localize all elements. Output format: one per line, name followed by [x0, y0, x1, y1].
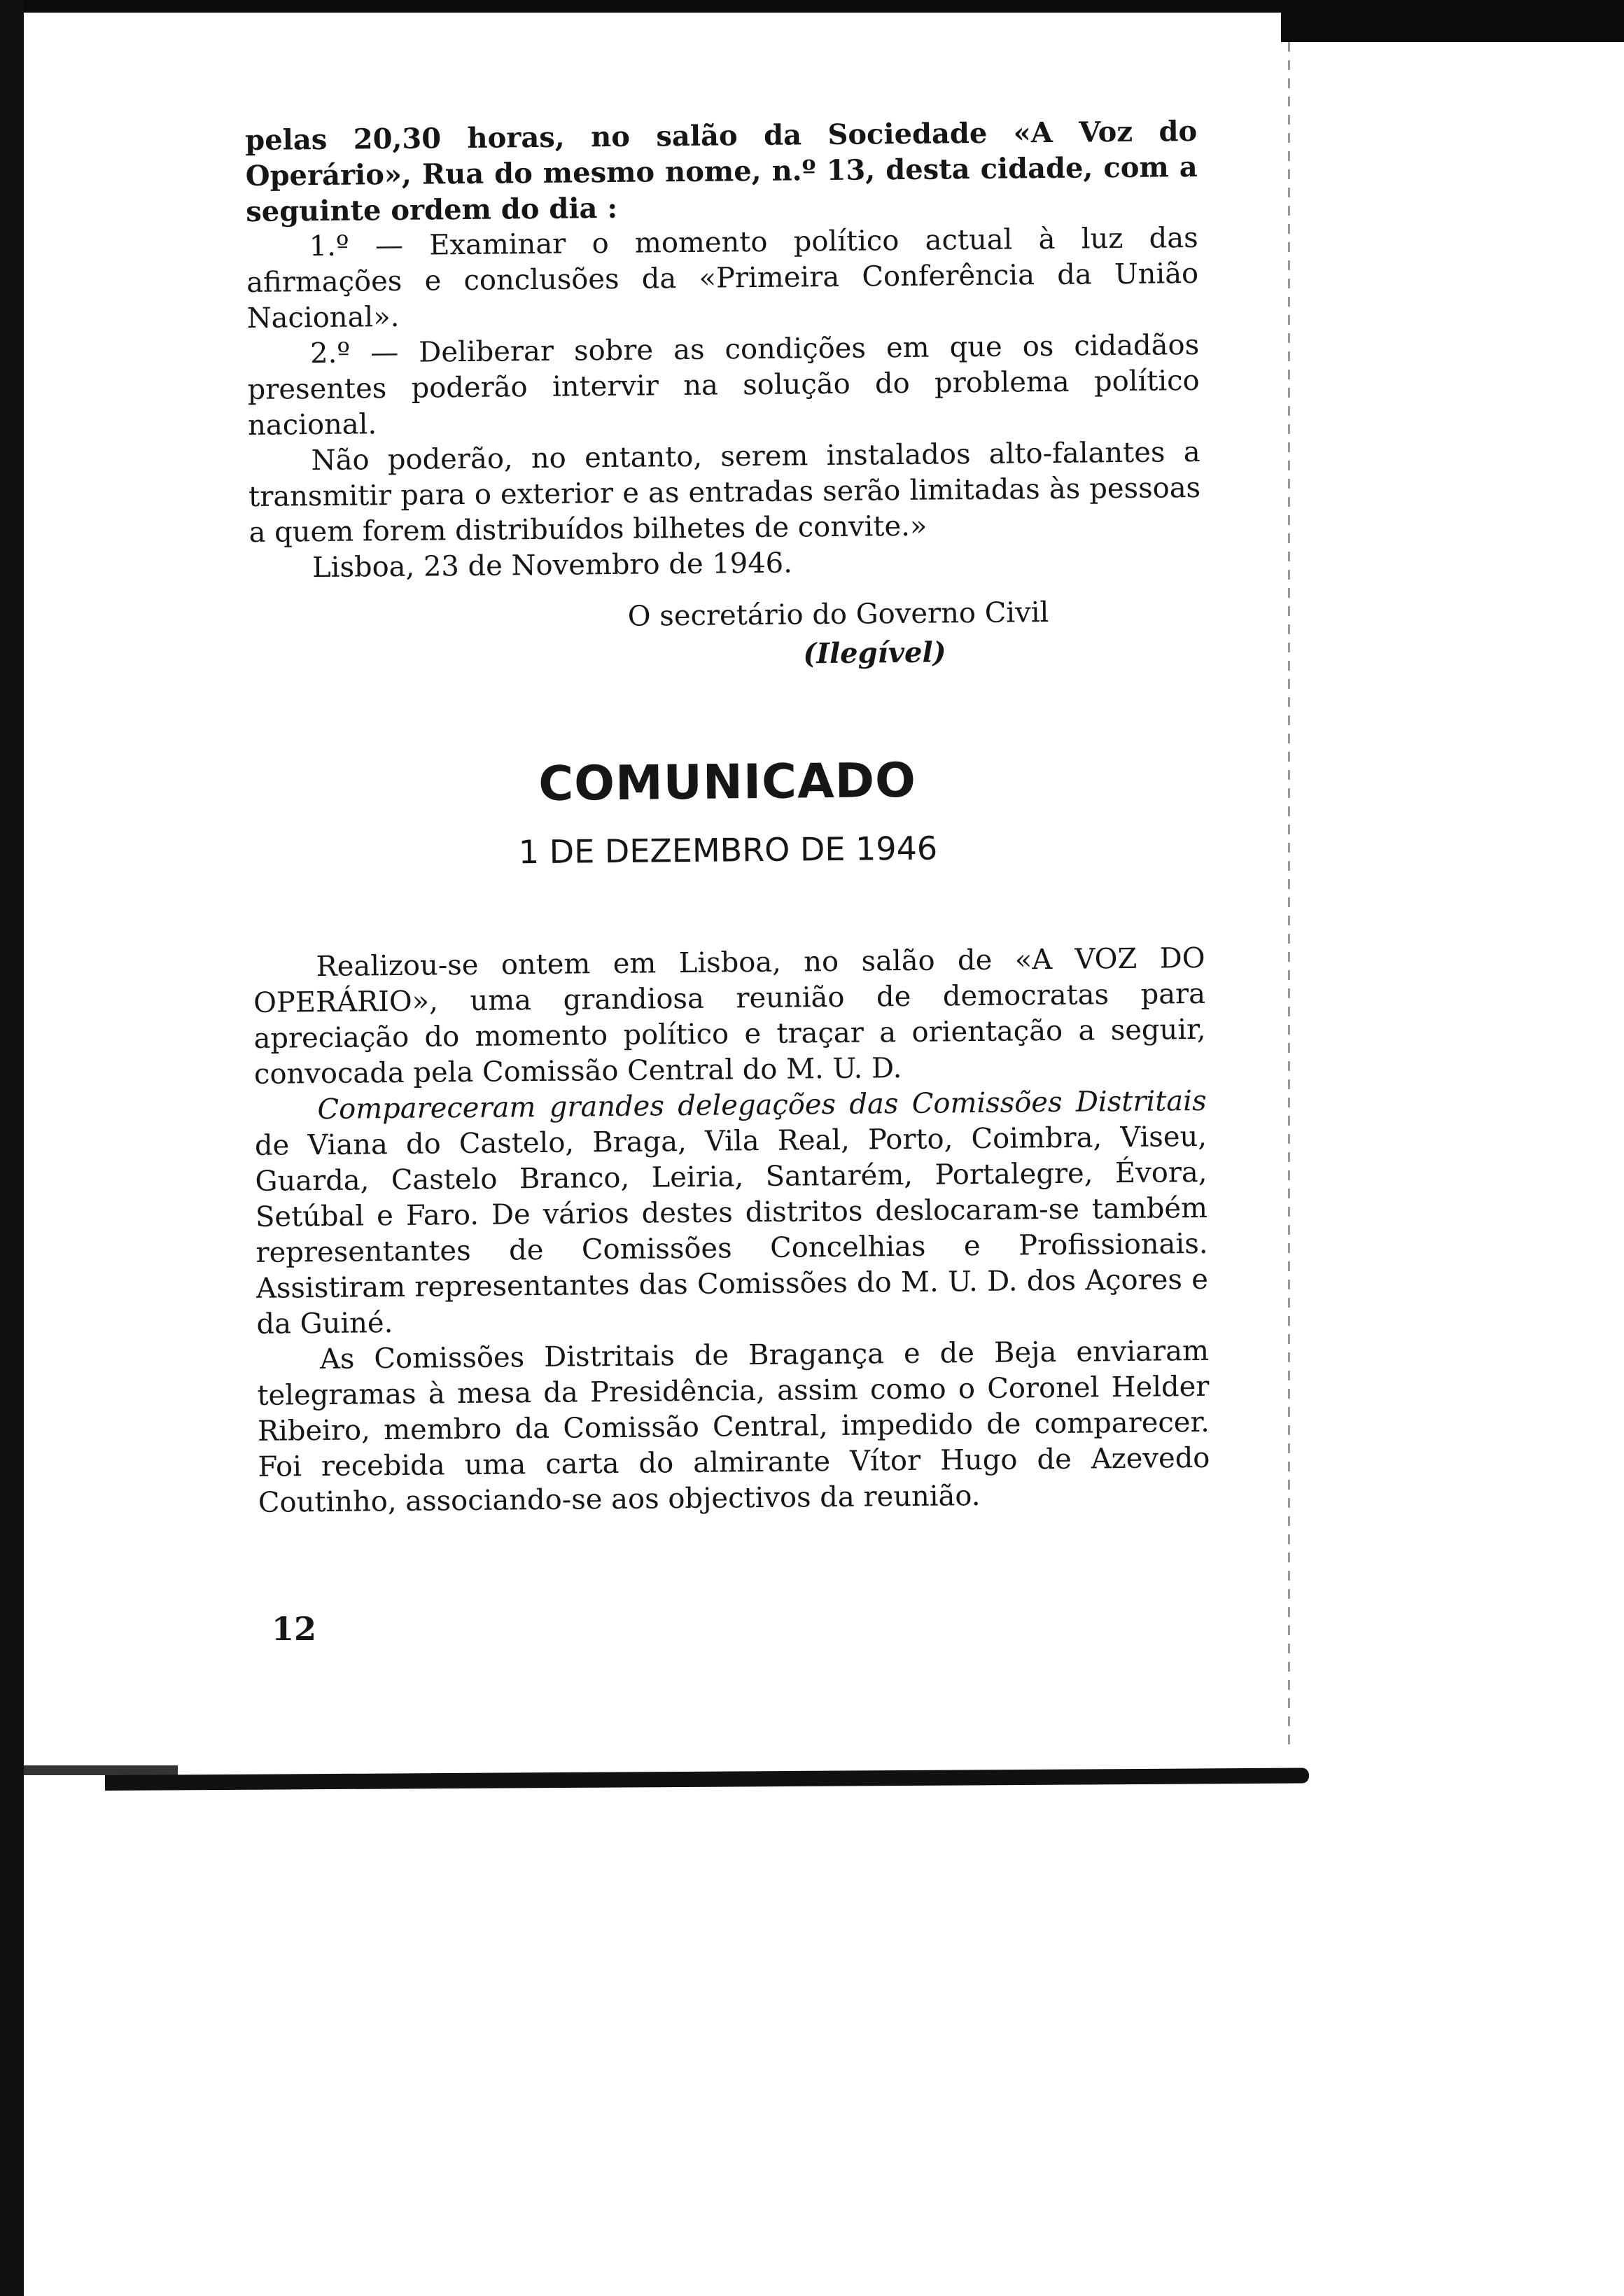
communique-paragraph-2-rest: de Viana do Castelo, Braga, Vila Real, Porto, Coimbra, Viseu, Guarda, Castelo Branco, Leiria, Santarém, Portalegre, Évora, Setúbal e Faro. De vários destes distritos deslocaram-se também representantes de Comissões Concelhias e Profissionais. Assistiram representantes das Comissões do M. U. D. dos Açores e da Guiné.	[254, 1120, 1209, 1340]
scan-border-bottom	[105, 1768, 1309, 1791]
notice-agenda-item-1: 1.º — Examinar o momento político actual à luz das afirmações e conclusões da «Primeira Conferência da União Nacional».	[246, 221, 1199, 335]
communique-section	[251, 750, 1210, 1521]
notice-paragraph-opening: pelas 20,30 horas, no salão da Sociedade «A Voz do Operário», Rua do mesmo nome, n.º 13, desta cidade, com a seguinte ordem do dia :	[245, 114, 1198, 228]
communique-date: 1 DE DEZEMBRO DE 1946	[518, 829, 938, 872]
notice-paragraph-restrictions: Não poderão, no entanto, serem instalados alto-falantes a transmitir para o exterior e as entradas serão limitadas às pessoas a quem forem distribuídos bilhetes de convite.»	[248, 435, 1201, 549]
scan-shadow-bottom-left	[24, 1765, 178, 1775]
communique-body	[253, 941, 1210, 1521]
notice-agenda-item-2: 2.º — Deliberar sobre as condições em que os cidadãos presentes poderão intervir na solução do problema político nacional.	[247, 328, 1200, 442]
page-number: 12	[272, 1610, 317, 1648]
page-edge-right	[1288, 42, 1290, 1750]
notice-date-line: Lisboa, 23 de Novembro de 1946.	[312, 547, 793, 584]
communique-paragraph-1: Realizou-se ontem em Lisboa, no salão de «A VOZ DO OPERÁRIO», uma grandiosa reunião de democratas para apreciação do momento político e traçar a orientação a seguir, convocada pela Comissão Central do M. U. D.	[253, 941, 1206, 1091]
scan-border-left	[0, 0, 24, 2296]
communique-paragraph-2-lead: Compareceram grandes delegações das Comissões Distritais	[317, 1084, 1207, 1126]
document-page	[245, 113, 1210, 1521]
notice-signatory: O secretário do Governo Civil	[627, 596, 1049, 633]
scan-border-top-right	[1281, 13, 1624, 42]
scan-border-top	[0, 0, 1624, 13]
communique-paragraph-2	[254, 1084, 1208, 1343]
notice-signature-note: (Ilegível)	[803, 636, 946, 671]
communique-title: COMUNICADO	[538, 752, 917, 813]
communique-paragraph-3: As Comissões Distritais de Bragança e de Beja enviaram telegramas à mesa da Presidência, assim como o Coronel Helder Ribeiro, membro da Comissão Central, impedido de comparecer. Foi recebida uma carta do almirante Vítor Hugo de Azevedo Coutinho, associando-se aos objectivos da reunião.	[257, 1334, 1210, 1519]
notice-section	[245, 113, 1203, 679]
